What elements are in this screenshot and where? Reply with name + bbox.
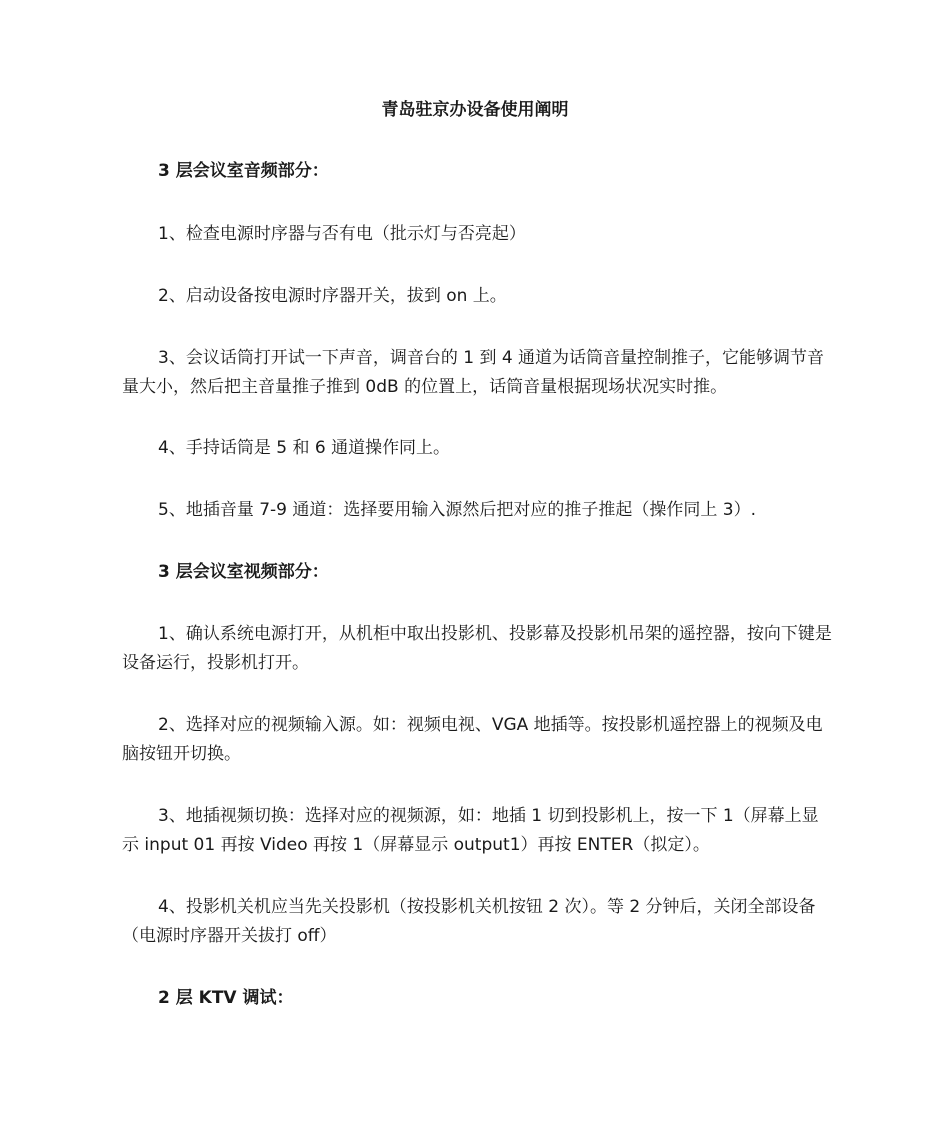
- section-heading-video: 3 层会议室视频部分：: [158, 562, 329, 582]
- video-step-4: 4、投影机关机应当先关投影机（按投影机关机按钮 2 次）。等 2 分钟后，关闭全部设备（电源时序器开关拔打 off）: [122, 897, 816, 946]
- audio-step-2: 2、启动设备按电源时序器开关，拔到 on 上。: [158, 286, 507, 306]
- section-heading-ktv: 2 层 KTV 调试：: [158, 988, 294, 1008]
- section-heading-audio: 3 层会议室音频部分：: [158, 161, 329, 181]
- video-step-3: 3、地插视频切换：选择对应的视频源，如：地插 1 切到投影机上，按一下 1（屏幕上显示 input 01 再按 Video 再按 1（屏幕显示 output1）再按 ENTER（拟定）。: [122, 806, 819, 855]
- video-step-2: 2、选择对应的视频输入源。如：视频电视、VGA 地插等。按投影机遥控器上的视频及电脑按钮开切换。: [122, 715, 823, 764]
- audio-step-1: 1、检查电源时序器与否有电（批示灯与否亮起）: [158, 224, 526, 244]
- audio-step-3: 3、会议话筒打开试一下声音，调音台的 1 到 4 通道为话筒音量控制推子，它能够调节音量大小，然后把主音量推子推到 0dB 的位置上，话筒音量根据现场状况实时推。: [122, 348, 825, 397]
- audio-step-5: 5、地插音量 7-9 通道：选择要用输入源然后把对应的推子推起（操作同上 3）.: [158, 500, 757, 520]
- audio-step-4: 4、手持话筒是 5 和 6 通道操作同上。: [158, 438, 451, 458]
- video-step-1: 1、确认系统电源打开，从机柜中取出投影机、投影幕及投影机吊架的遥控器，按向下键是设备运行，投影机打开。: [122, 624, 832, 673]
- document-title: 青岛驻京办设备使用阐明: [381, 100, 569, 120]
